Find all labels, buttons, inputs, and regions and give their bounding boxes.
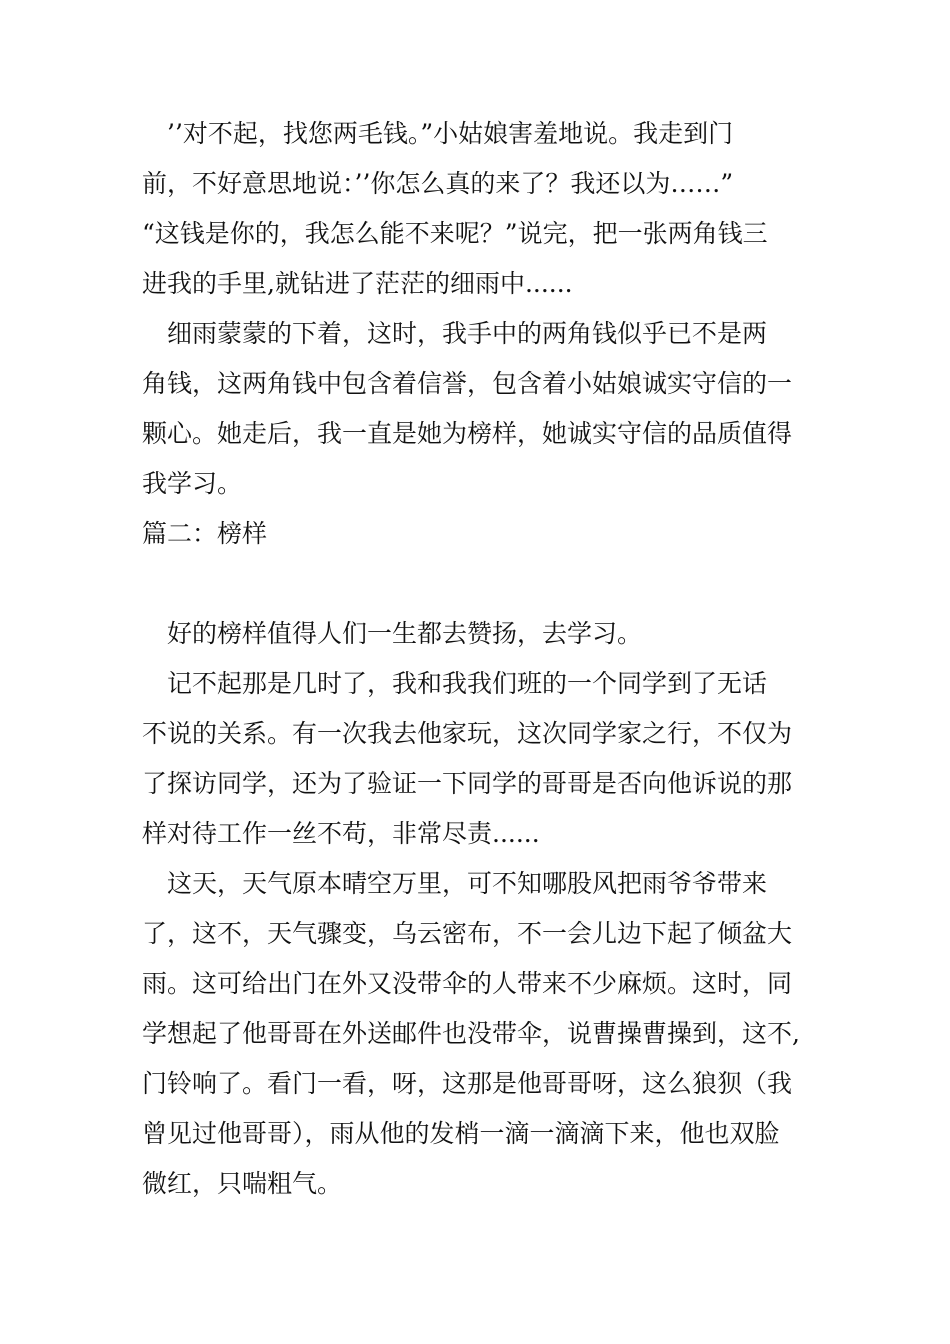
text-line: 我学习。 [142,469,243,498]
text-line: 雨。这可给出门在外又没带伞的人带来不少麻烦。这时，同 [142,969,793,998]
blank-line [142,559,814,609]
text-line: 好的榜样值得人们一生都去赞扬，去学习。 [142,619,643,648]
text-line: “这钱是你的，我怎么能不来呢？”说完，把一张两角钱三 [142,219,768,248]
text-line: 微红，只喘粗气。 [142,1169,343,1198]
text-line: 角钱，这两角钱中包含着信誉，包含着小姑娘诚实守信的一 [142,369,793,398]
text-line: 样对待工作一丝不苟，非常尽责...... [142,819,540,848]
text-line: 不说的关系。有一次我去他家玩，这次同学家之行，不仅为 [142,719,793,748]
text-line: 前，不好意思地说：’’你怎么真的来了？我还以为……” [142,169,734,198]
text-line: 门铃响了。看门一看，呀，这那是他哥哥呀，这么狼狈（我 [142,1069,793,1098]
text-line: 颗心。她走后，我一直是她为榜样，她诚实守信的品质值得 [142,419,793,448]
section-heading: 篇二：榜样 [142,519,268,548]
text-line: 进我的手里,就钻进了茫茫的细雨中...... [142,269,573,298]
text-line: 细雨蒙蒙的下着，这时，我手中的两角钱似乎已不是两 [142,319,768,348]
document-body [142,109,814,1209]
text-line: ’’对不起，找您两毛钱。”小姑娘害羞地说。我走到门 [142,119,734,148]
text-line: 记不起那是几时了，我和我我们班的一个同学到了无话 [142,669,768,698]
text-line: 这天，天气原本晴空万里，可不知哪股风把雨爷爷带来 [142,869,768,898]
text-line: 曾见过他哥哥），雨从他的发梢一滴一滴滴下来，他也双脸 [142,1119,780,1148]
text-line: 了，这不，天气骤变，乌云密布，不一会儿边下起了倾盆大 [142,919,793,948]
text-line: 了探访同学，还为了验证一下同学的哥哥是否向他诉说的那 [142,769,793,798]
text-line: 学想起了他哥哥在外送邮件也没带伞，说曹操曹操到，这不, [142,1019,800,1048]
